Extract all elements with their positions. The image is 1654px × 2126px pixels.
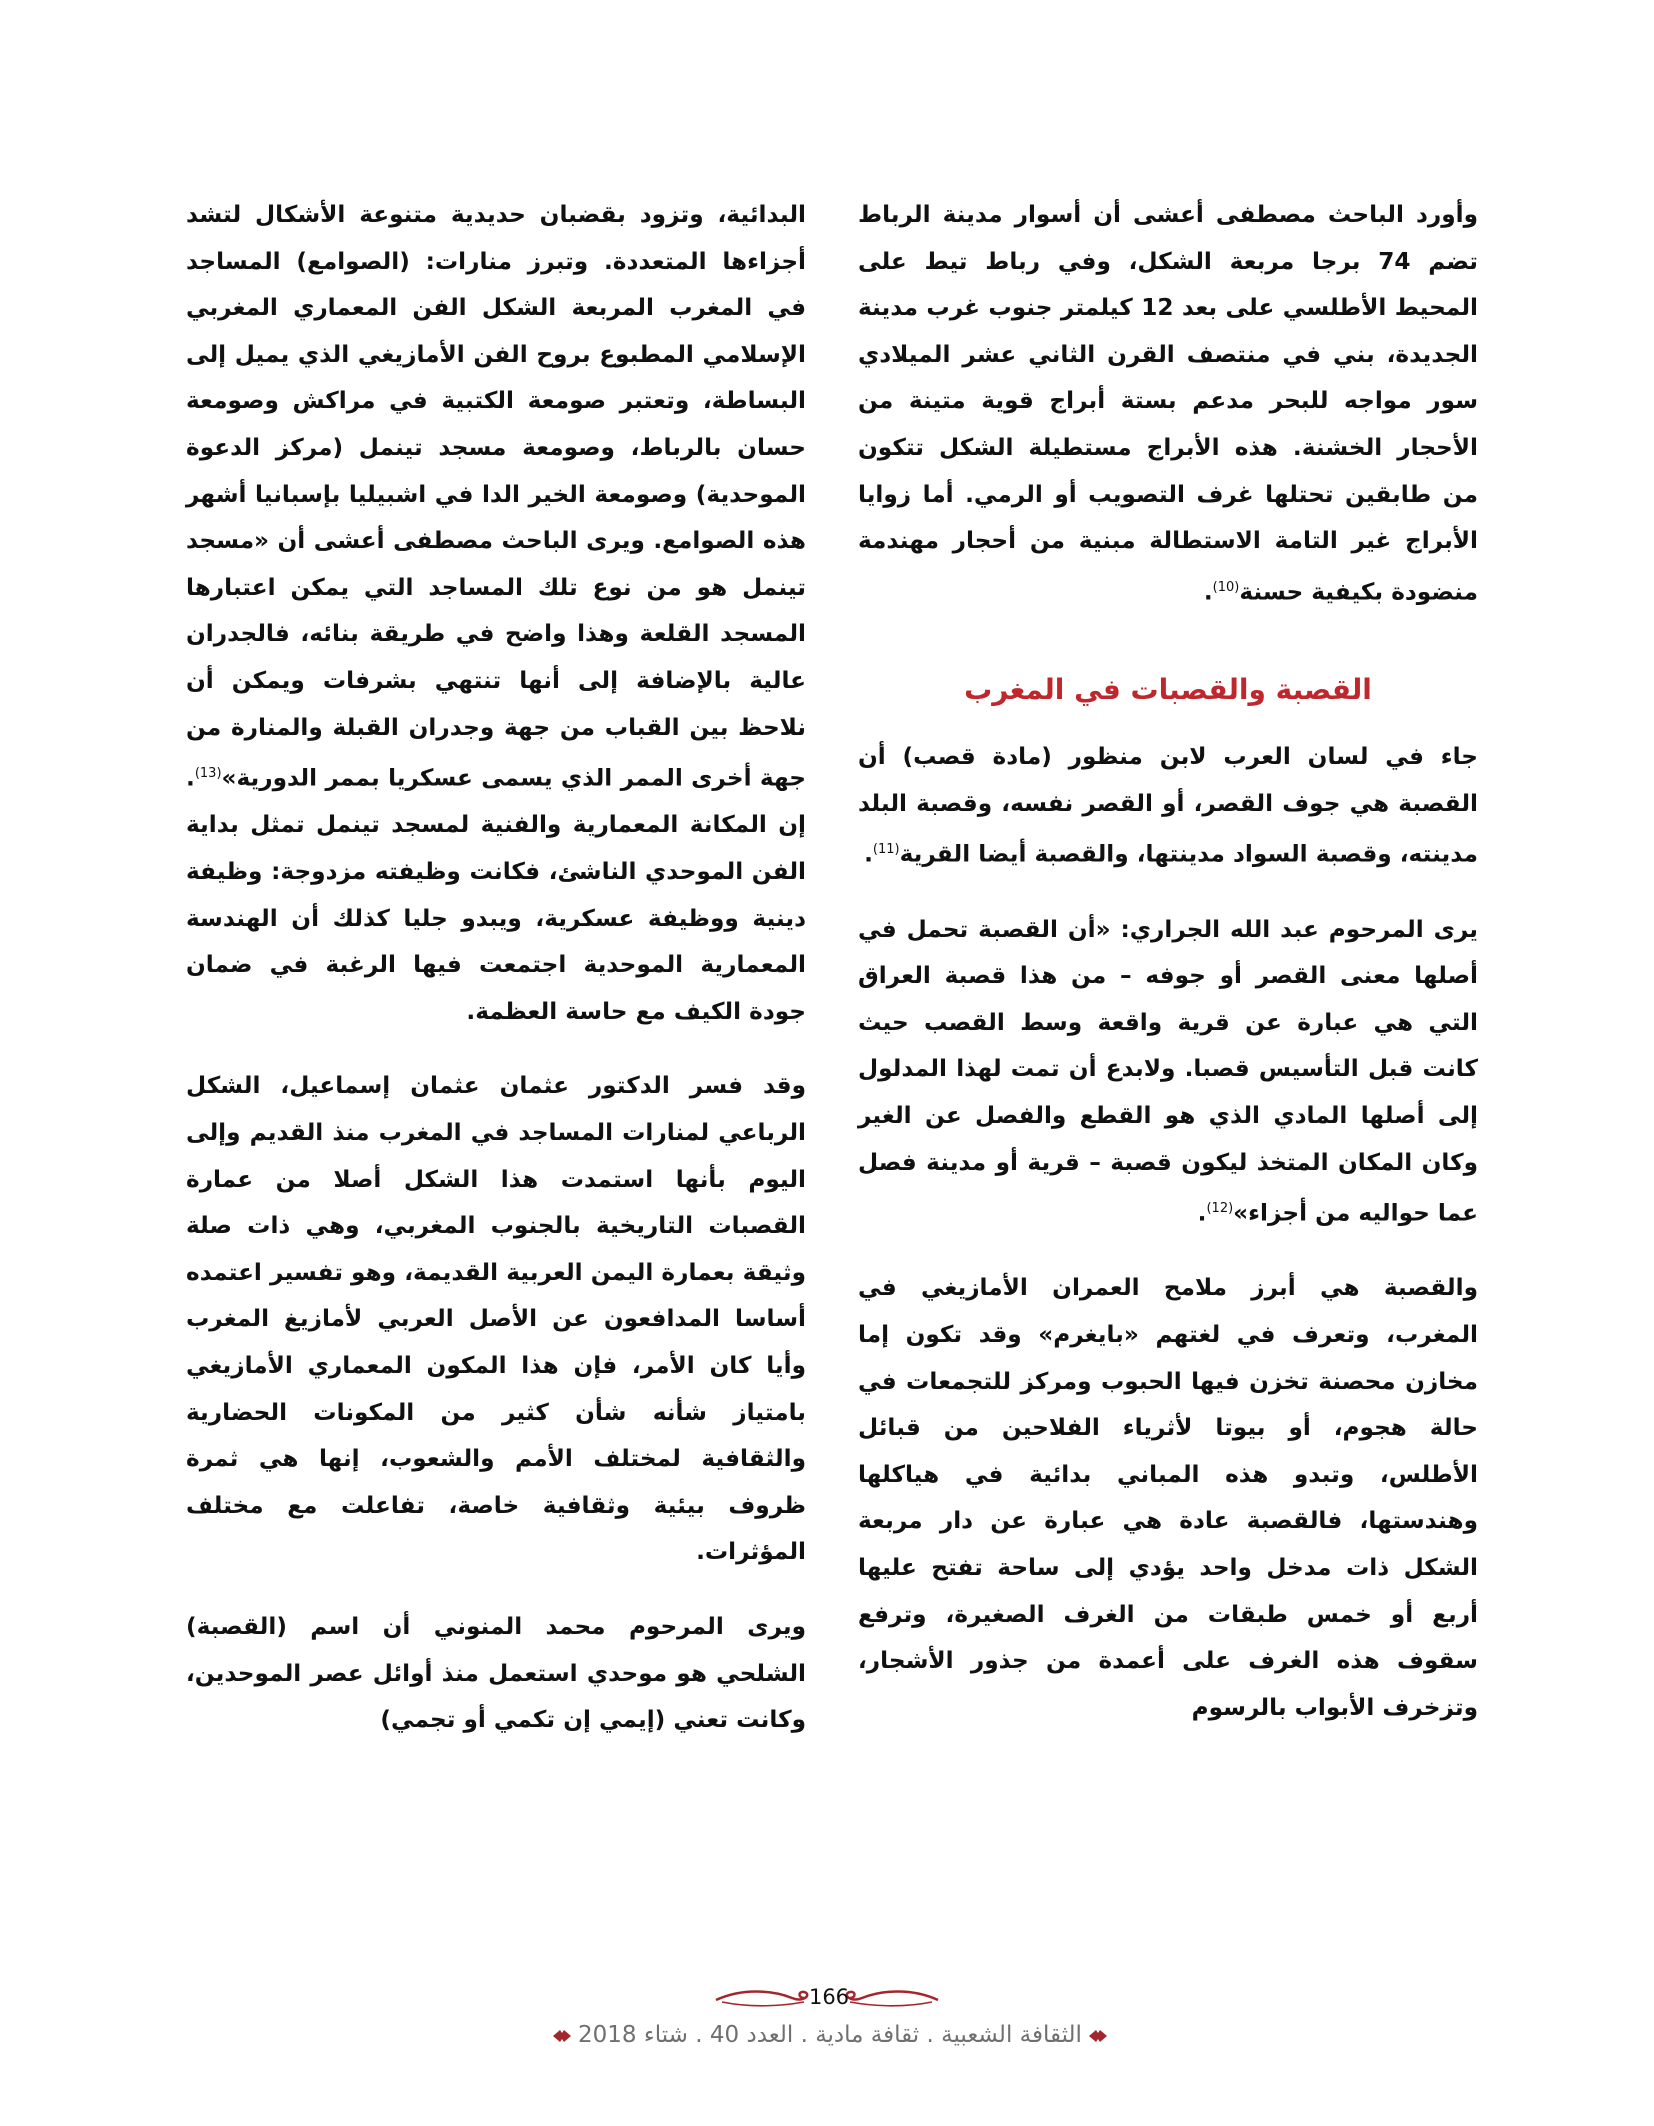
paragraph: ويرى المرحوم محمد المنوني أن اسم (القصبة) الشلحي هو موحدي استعمل منذ أوائل عصر الموحدين، وكانت تعني (إيمي إن تكمي أو تجمي) [186,1612,806,1734]
diamond-ornament-icon [1089,2029,1107,2043]
footnote-ref[interactable]: (13) [194,766,222,782]
footnote-ref[interactable]: (10) [1212,579,1240,595]
paragraph-text: البدائية، وتزود بقضبان حديدية متنوعة الأشكال لتشد أجزاءها المتعددة. وتبرز منارات: (الصوامع) المساجد في المغرب المربعة الشكل الفن المعماري المغربي الإسلامي المطبوع بروح الفن الأمازيغي الذي يميل إلى البساطة، وتعتبر صومعة الكتبية في مراكش وصومعة حسان بالرباط، وصومعة مسجد تينمل (مركز الدعوة الموحدية) وصومعة الخير الدا في اشبيليا بإسبانيا أشهر هذه الصوامع. ويرى الباحث مصطفى أعشى أن «مسجد تينمل هو من نوع تلك المساجد التي يمكن اعتبارها المسجد القلعة وهذا واضح في طريقة بنائه، فالجدران عالية بالإضافة إلى أنها تنتهي بشرفات ويمكن أن نلاحظ بين القباب من جهة وجدران القبلة والمنارة من جهة أخرى الممر الذي يسمى عسكريا بممر الدورية» [186,201,806,792]
paragraph-text-continued: . إن المكانة المعمارية والفنية لمسجد تينمل تمثل بداية الفن الموحدي الناشئ، فكانت وظيفته مزدوجة: وظيفة دينية ووظيفة عسكرية، ويبدو جليا كذلك أن الهندسة المعمارية الموحدية اجتمعت فيها الرغبة في ضمان جودة الكيف مع حاسة العظمة. [186,764,806,1025]
paragraph: وقد فسر الدكتور عثمان عثمان إسماعيل، الشكل الرباعي لمنارات المساجد في المغرب منذ القديم وإلى اليوم بأنها استمدت هذا الشكل أصلا من عمارة القصبات التاريخية بالجنوب المغربي، وهي ذات صلة وثيقة بعمارة اليمن العربية القديمة، وهو تفسير اعتمده أساسا المدافعون عن الأصل العربي لأمازيغ المغرب وأيا كان الأمر، فإن هذا المكون المعماري الأمازيغي بامتياز شأنه شأن كثير من المكونات الحضارية والثقافية لمختلف الأمم والشعوب، إنها هي ثمرة ظروف بيئية وثقافية خاصة، تفاعلت مع مختلف المؤثرات. [186,1072,806,1566]
footnote-ref[interactable]: (12) [1206,1201,1234,1217]
paragraph [186,192,806,1035]
paragraph-text: وأورد الباحث مصطفى أعشى أن أسوار مدينة الرباط تضم 74 برجا مربعة الشكل، وفي رباط تيط على المحيط الأطلسي على بعد 12 كيلمتر جنوب غرب مدينة الجديدة، بني في منتصف القرن الثاني عشر الميلادي سور مواجه للبحر مدعم بستة أبراج قوية متينة من الأحجار الخشنة. هذه الأبراج مستطيلة الشكل تتكون من طابقين تحتلها غرف التصويب أو الرمي. أما زوايا الأبراج غير التامة الاستطالة مبنية من أحجار مهندمة منضودة بكيفية حسنة [858,201,1478,606]
paragraph [858,192,1478,616]
publication-info: الثقافة الشعبية . ثقافة مادية . العدد 40 . شتاء 2018 [578,2022,1082,2048]
paragraph-text: جاء في لسان العرب لابن منظور (مادة قصب) أن القصبة هي جوف القصر، أو القصر نفسه، وقصبة البلد مدينته، وقصبة السواد مدينتها، والقصبة أيضا القرية [858,743,1478,868]
page-number: 166 [808,1985,850,2009]
right-column [858,192,1478,1759]
left-column [186,192,806,1772]
paragraph-end: . [1203,578,1213,606]
footnote-ref[interactable]: (11) [872,842,900,858]
diamond-ornament-icon [553,2029,571,2043]
paragraph-end: . [864,841,873,868]
paragraph-end: . [1197,1199,1207,1227]
paragraph [858,734,1478,879]
section-heading: القصبة والقصبات في المغرب [964,673,1372,707]
paragraph: والقصبة هي أبرز ملامح العمران الأمازيغي في المغرب، وتعرف في لغتهم «بايغرم» وقد تكون إما مخازن محصنة تخزن فيها الحبوب ومركز للتجمعات في حالة هجوم، أو بيوتا لأثرياء الفلاحين من قبائل الأطلس، وتبدو هذه المباني بدائية في هياكلها وهندستها، فالقصبة عادة هي عبارة عن دار مربعة الشكل ذات مدخل واحد يؤدي إلى ساحة تفتح عليها أربع أو خمس طبقات من الغرف الصغيرة، وترفع سقوف هذه الغرف على أعمدة من جذور الأشجار، وتزخرف الأبواب بالرسوم [858,1274,1478,1721]
paragraph-text: يرى المرحوم عبد الله الجراري: «أن القصبة تحمل في أصلها معنى القصر أو جوفه – من هذا قصبة العراق التي هي عبارة عن قرية واقعة وسط القصب حيث كانت قبل التأسيس قصبا. ولابدع أن تمت لهذا المدلول إلى أصلها المادي الذي هو القطع والفصل عن الغير وكان المكان المتخذ ليكون قصبة – قرية أو مدينة فصل عما حواليه من أجزاء» [858,915,1478,1227]
publication-line [480,2020,1180,2050]
paragraph [858,907,1478,1238]
page-footer [0,1986,1654,2066]
